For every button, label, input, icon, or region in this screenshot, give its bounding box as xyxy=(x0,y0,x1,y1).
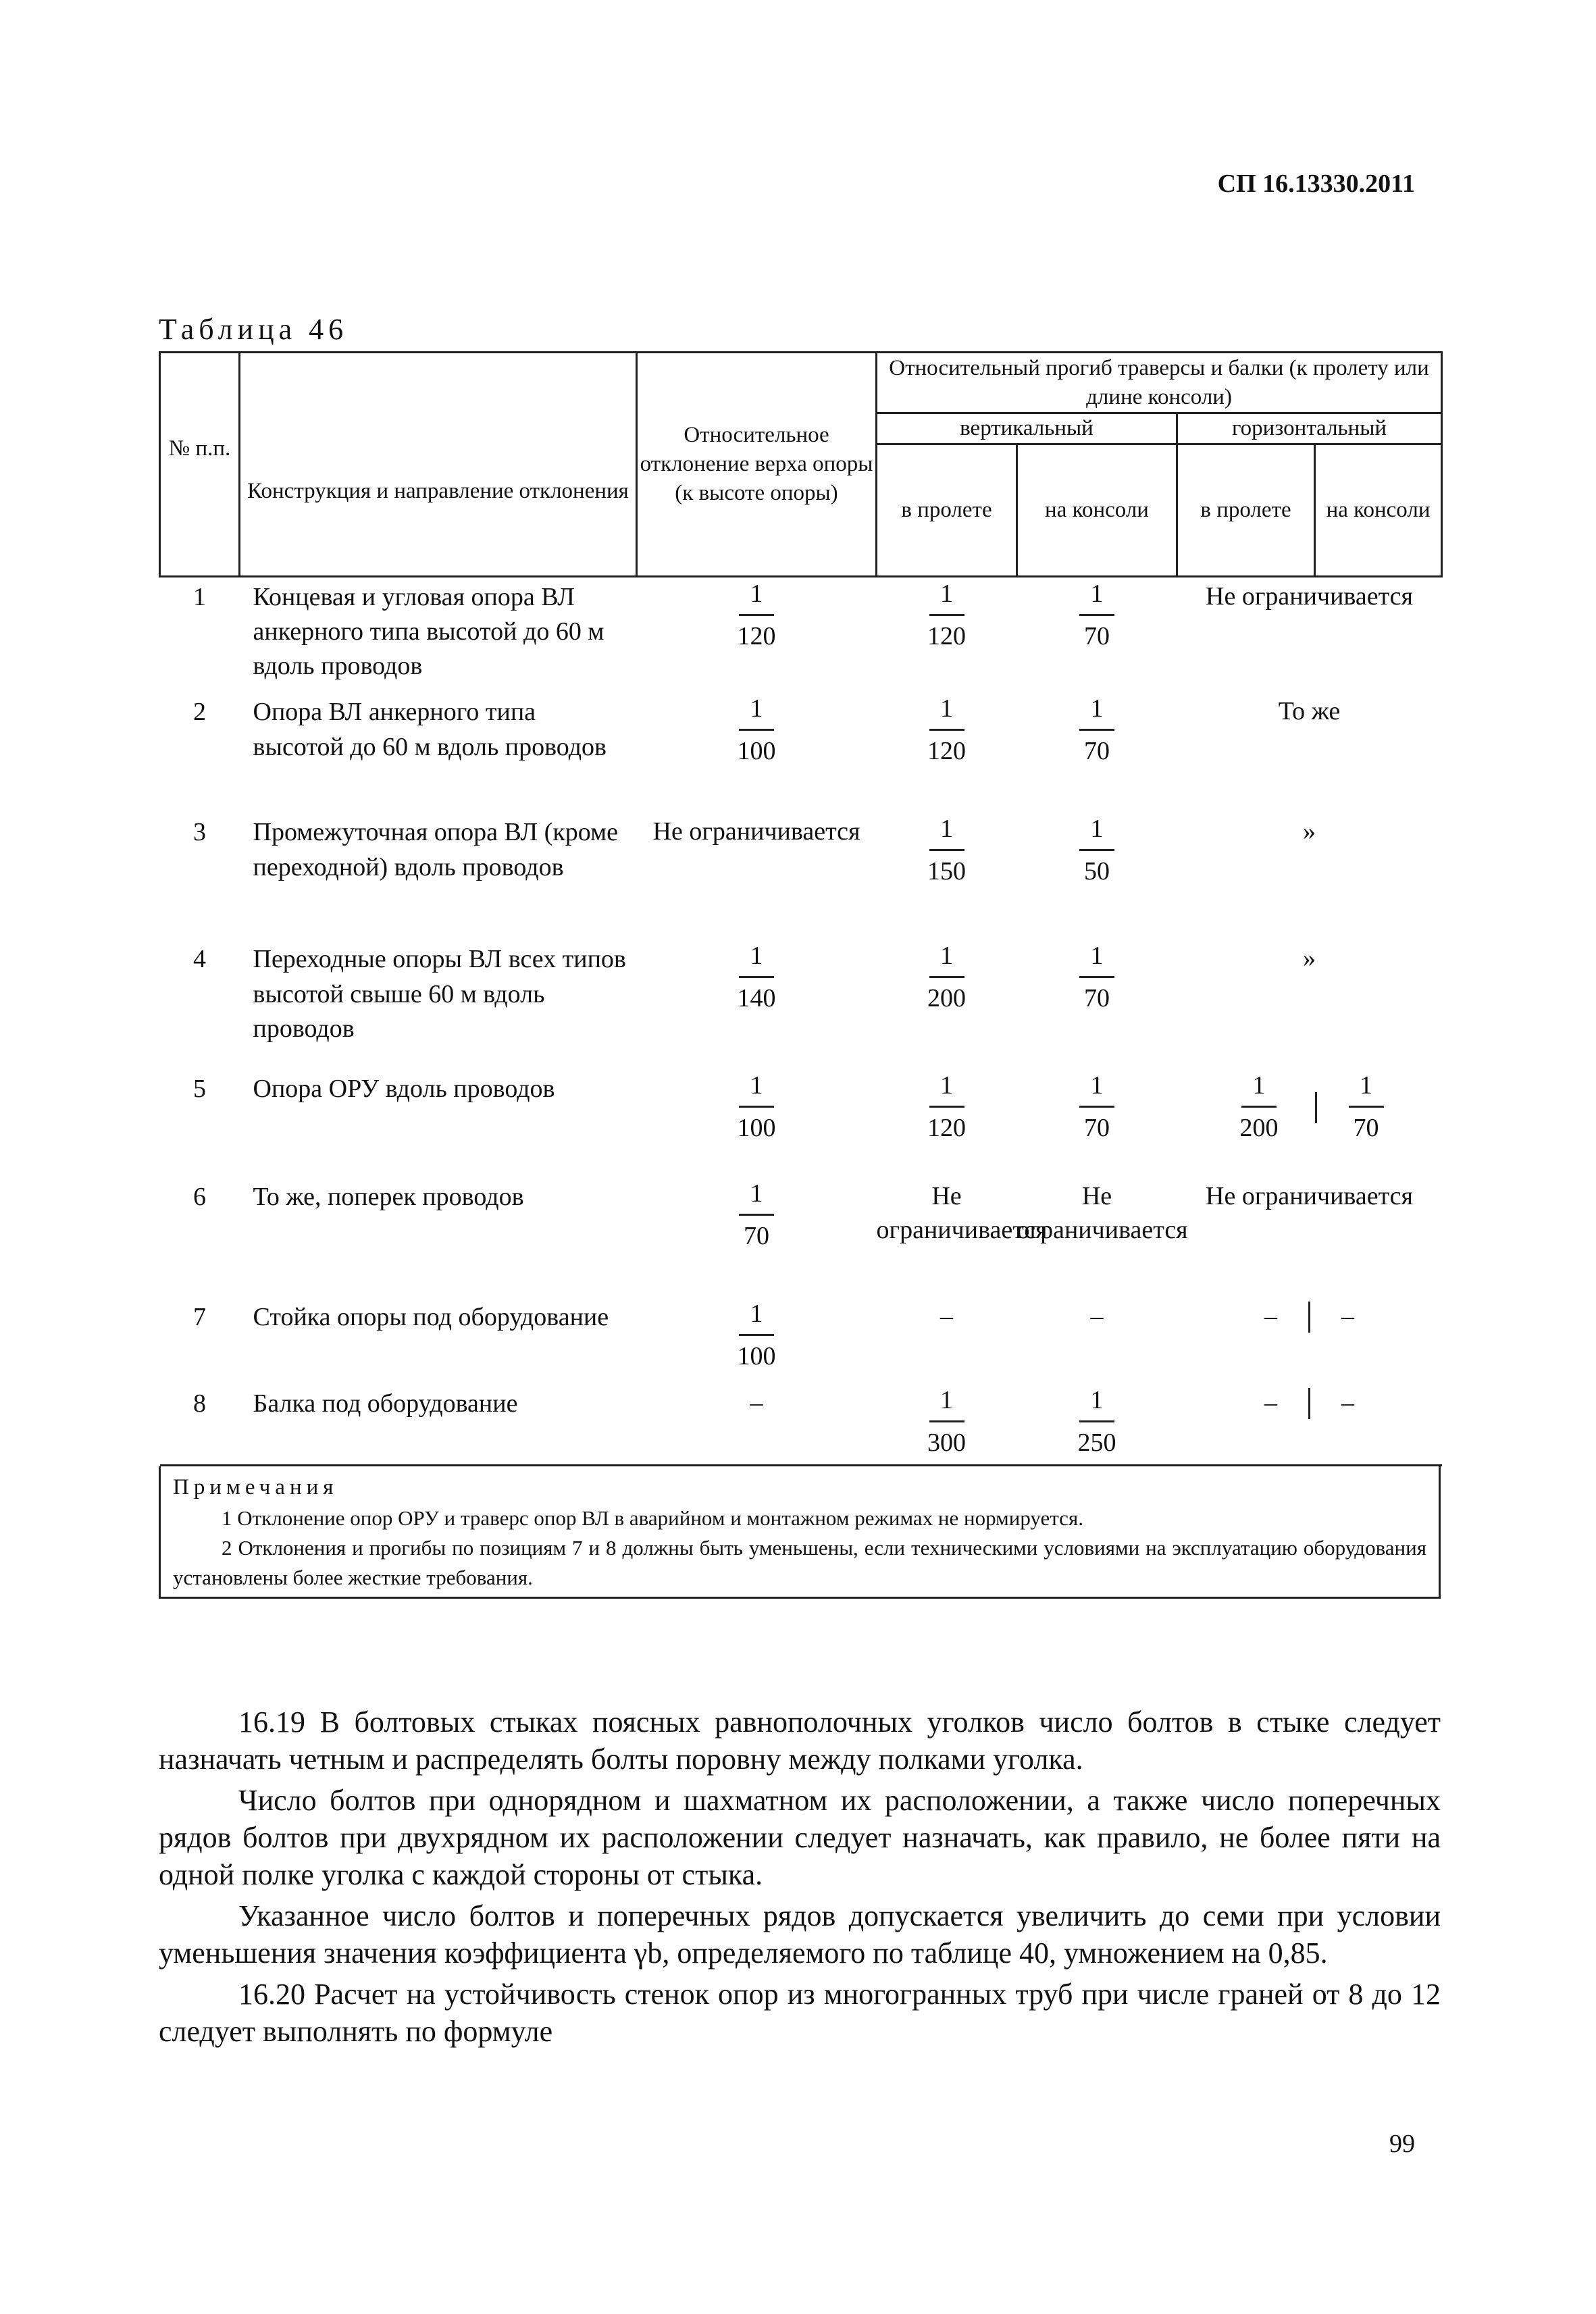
horizontal-text: То же xyxy=(1278,697,1341,726)
row-number: 7 xyxy=(193,1303,206,1332)
fraction-numerator: 1 xyxy=(750,1071,763,1100)
fraction-numerator: 1 xyxy=(750,694,763,723)
horizontal-console-fraction xyxy=(1348,1072,1385,1143)
fraction-denominator: 120 xyxy=(927,1114,966,1143)
horizontal-span-text: – xyxy=(1264,1302,1278,1331)
horizontal-pair xyxy=(1177,1072,1442,1143)
fraction-bar xyxy=(1079,614,1114,616)
fraction-denominator: 70 xyxy=(744,1222,769,1251)
header-horizontal: горизонтальный xyxy=(1177,413,1442,444)
fraction-bar xyxy=(739,729,774,731)
horizontal-span-text: – xyxy=(1264,1389,1278,1418)
horizontal-console-text: – xyxy=(1341,1302,1355,1331)
horizontal-text: Не ограничивается xyxy=(1206,582,1413,611)
fraction-bar xyxy=(739,1214,774,1216)
horizontal-cell xyxy=(1177,1072,1442,1180)
fraction-numerator: 1 xyxy=(1090,1386,1104,1415)
deviation-fraction xyxy=(732,1300,781,1371)
fraction-bar xyxy=(1079,976,1114,978)
support-deviation-cell xyxy=(637,1387,877,1465)
header-horizontal-console: на консоли xyxy=(1315,444,1442,576)
vertical-console-fraction xyxy=(1073,1387,1122,1458)
fraction-bar xyxy=(1241,1106,1277,1108)
separator-bar xyxy=(1308,1388,1310,1419)
notes-title: Примечания xyxy=(173,1474,338,1499)
table-46 xyxy=(159,351,1441,1599)
row-construction: Концевая и угловая опора ВЛ анкерного типа высотой до 60 м вдоль проводов xyxy=(240,576,637,695)
horizontal-text: Не ограничивается xyxy=(1206,1182,1413,1211)
header-beam-deflection: Относительный прогиб траверсы и балки (к пролету или длине консоли) xyxy=(877,353,1442,413)
vertical-console-fraction xyxy=(1079,580,1115,651)
row-construction: Промежуточная опора ВЛ (кроме переходной) вдоль проводов xyxy=(253,818,618,881)
fraction-numerator: 1 xyxy=(750,579,763,608)
table-body xyxy=(160,576,1442,1465)
vertical-span-fraction xyxy=(922,815,971,886)
paragraph-bolts-increase: Указанное число болтов и поперечных рядов допускается увеличить до семи при условии уменьшения значения коэффициента γb, определяемого по таблице 40, умножением на 0,85. xyxy=(159,1899,1441,1970)
horizontal-pair xyxy=(1177,1300,1442,1333)
fraction-numerator: 1 xyxy=(750,1179,763,1208)
vertical-span-cell xyxy=(877,1387,1017,1465)
row-construction: Опора ВЛ анкерного типа высотой до 60 м вдоль проводов xyxy=(253,698,607,761)
fraction-numerator: 1 xyxy=(1090,694,1104,723)
vertical-span-cell xyxy=(877,1072,1017,1180)
fraction-denominator: 100 xyxy=(737,1114,776,1143)
vertical-console-cell xyxy=(1017,1387,1177,1465)
fraction-numerator: 1 xyxy=(940,815,953,844)
fraction-numerator: 1 xyxy=(940,694,953,723)
fraction-numerator: 1 xyxy=(940,1071,953,1100)
fraction-bar xyxy=(739,1106,774,1108)
fraction-denominator: 50 xyxy=(1084,857,1110,886)
table-row xyxy=(160,1300,1442,1387)
fraction-bar xyxy=(929,1106,964,1108)
deviation-fraction xyxy=(732,695,781,766)
page-number: 99 xyxy=(1389,2130,1415,2158)
horizontal-text: » xyxy=(1303,817,1316,846)
deviation-table xyxy=(159,351,1443,1466)
fraction-numerator: 1 xyxy=(1090,1071,1104,1100)
vertical-console-cell xyxy=(1017,1300,1177,1387)
horizontal-text: » xyxy=(1303,944,1316,973)
support-deviation-cell xyxy=(637,1300,877,1387)
fraction-bar xyxy=(1079,729,1114,731)
vertical-span-cell xyxy=(877,695,1017,815)
support-deviation-cell xyxy=(637,1180,877,1300)
fraction-denominator: 70 xyxy=(1084,737,1110,766)
horizontal-cell xyxy=(1177,942,1442,1072)
fraction-denominator: 200 xyxy=(927,984,966,1013)
row-construction: Балка под оборудование xyxy=(240,1387,637,1465)
vertical-console-cell xyxy=(1017,815,1177,942)
vertical-span-fraction xyxy=(922,580,971,651)
fraction-numerator: 1 xyxy=(1090,815,1104,844)
note-1: 1 Отклонение опор ОРУ и траверс опор ВЛ в аварийном и монтажном режимах не нормируется. xyxy=(222,1506,1083,1530)
fraction-bar xyxy=(739,614,774,616)
deviation-text: – xyxy=(750,1389,763,1418)
table-row xyxy=(160,695,1442,815)
horizontal-cell xyxy=(1177,1387,1442,1465)
note-2: 2 Отклонения и прогибы по позициям 7 и 8 должны быть уменьшены, если техническими условиями на эксплуатацию оборудования установлены более жесткие требования. xyxy=(173,1535,1426,1589)
fraction-numerator: 1 xyxy=(1360,1071,1373,1100)
row-construction: Опора ОРУ вдоль проводов xyxy=(253,1075,555,1104)
vertical-console-text: Не ограничивается xyxy=(1016,1182,1188,1244)
vertical-console-text: – xyxy=(1090,1302,1104,1331)
fraction-numerator: 1 xyxy=(940,1386,953,1415)
row-number: 1 xyxy=(160,576,240,695)
paragraph-16-20: 16.20 Расчет на устойчивость стенок опор из многогранных труб при числе граней от 8 до 12 следует выполнять по формуле xyxy=(159,1978,1441,2048)
fraction-numerator: 1 xyxy=(1090,942,1104,971)
table-notes xyxy=(159,1466,1441,1599)
fraction-bar xyxy=(1349,1106,1384,1108)
paragraph-16-19: 16.19 В болтовых стыках поясных равнополочных уголков число болтов в стыке следует назначать четным и распределять болты поровну между полками уголка. xyxy=(159,1705,1441,1776)
support-deviation-cell xyxy=(637,695,877,815)
fraction-denominator: 140 xyxy=(737,984,776,1013)
fraction-numerator: 1 xyxy=(750,1300,763,1329)
fraction-denominator: 70 xyxy=(1084,1114,1110,1143)
vertical-console-cell xyxy=(1017,576,1177,695)
vertical-console-cell xyxy=(1017,1072,1177,1180)
fraction-denominator: 100 xyxy=(737,737,776,766)
separator-bar xyxy=(1308,1302,1310,1333)
row-number: 6 xyxy=(193,1183,206,1212)
fraction-bar xyxy=(929,729,964,731)
fraction-denominator: 100 xyxy=(737,1342,776,1371)
deviation-text: Не ограничивается xyxy=(652,817,860,846)
deviation-fraction xyxy=(732,580,781,651)
fraction-denominator: 250 xyxy=(1077,1429,1116,1458)
header-vertical: вертикальный xyxy=(877,413,1177,444)
table-row xyxy=(160,576,1442,695)
header-horizontal-span: в пролете xyxy=(1177,444,1315,576)
fraction-denominator: 120 xyxy=(927,621,966,650)
fraction-bar xyxy=(929,1420,964,1422)
paragraph-bolts-count: Число болтов при однорядном и шахматном их расположении, а также число поперечных рядов болтов при двухрядном их расположении следует назначать, как правило, не более пяти на одной полке уголка с каждой стороны от стыка. xyxy=(159,1784,1441,1891)
horizontal-cell xyxy=(1177,695,1442,815)
vertical-span-cell xyxy=(877,1300,1017,1387)
fraction-numerator: 1 xyxy=(1252,1071,1266,1100)
fraction-bar xyxy=(929,614,964,616)
table-row xyxy=(160,1072,1442,1180)
document-code: СП 16.13330.2011 xyxy=(1217,170,1415,198)
row-number: 8 xyxy=(160,1387,240,1465)
vertical-console-fraction xyxy=(1079,942,1115,1013)
deviation-fraction xyxy=(732,1072,781,1143)
fraction-numerator: 1 xyxy=(940,942,953,971)
header-construction: Конструкция и направление отклонения xyxy=(240,353,637,577)
vertical-span-cell xyxy=(877,942,1017,1072)
separator-bar xyxy=(1315,1092,1317,1123)
vertical-span-fraction xyxy=(922,1072,971,1143)
vertical-console-cell xyxy=(1017,695,1177,815)
table-row xyxy=(160,1387,1442,1465)
fraction-denominator: 120 xyxy=(737,621,776,650)
header-vertical-span: в пролете xyxy=(877,444,1017,576)
fraction-denominator: 200 xyxy=(1239,1114,1279,1143)
table-row xyxy=(160,1180,1442,1300)
row-number: 2 xyxy=(193,698,206,727)
support-deviation-cell xyxy=(637,576,877,695)
table-row xyxy=(160,942,1442,1072)
fraction-bar xyxy=(1079,1106,1114,1108)
vertical-span-cell xyxy=(877,576,1017,695)
row-construction: Переходные опоры ВЛ всех типов высотой свыше 60 м вдоль проводов xyxy=(253,945,626,1043)
header-number: № п.п. xyxy=(160,353,240,577)
fraction-denominator: 120 xyxy=(927,737,966,766)
fraction-denominator: 70 xyxy=(1084,984,1110,1013)
vertical-span-text: Не ограничивается xyxy=(876,1182,1048,1244)
horizontal-cell xyxy=(1177,1180,1442,1300)
fraction-numerator: 1 xyxy=(940,579,953,608)
vertical-console-fraction xyxy=(1079,695,1115,766)
vertical-span-fraction xyxy=(922,695,971,766)
row-construction: Стойка опоры под оборудование xyxy=(253,1303,609,1332)
header-support-deviation: Относительное отклонение верха опоры (к высоте опоры) xyxy=(637,353,877,577)
vertical-console-fraction xyxy=(1079,1072,1115,1143)
vertical-span-text: – xyxy=(940,1302,953,1331)
fraction-denominator: 300 xyxy=(927,1429,966,1458)
support-deviation-cell xyxy=(637,1072,877,1180)
row-number: 3 xyxy=(193,818,206,847)
fraction-numerator: 1 xyxy=(1090,579,1104,608)
fraction-denominator: 70 xyxy=(1353,1114,1379,1143)
row-construction: То же, поперек проводов xyxy=(253,1183,524,1212)
vertical-console-cell xyxy=(1016,1180,1188,1300)
vertical-span-cell xyxy=(877,815,1017,942)
horizontal-cell xyxy=(1177,1300,1442,1387)
fraction-bar xyxy=(1079,849,1114,851)
deviation-fraction xyxy=(738,1180,775,1251)
fraction-denominator: 150 xyxy=(927,857,966,886)
horizontal-console-text: – xyxy=(1341,1389,1355,1418)
vertical-span-fraction xyxy=(922,1387,971,1458)
table-caption: Таблица 46 xyxy=(159,313,349,346)
horizontal-cell xyxy=(1177,576,1442,695)
deviation-fraction xyxy=(732,942,781,1013)
vertical-span-fraction xyxy=(922,942,971,1013)
horizontal-span-fraction xyxy=(1235,1072,1284,1143)
table-row xyxy=(160,815,1442,942)
header-vertical-console: на консоли xyxy=(1017,444,1177,576)
horizontal-cell xyxy=(1177,815,1442,942)
fraction-numerator: 1 xyxy=(750,942,763,971)
fraction-denominator: 70 xyxy=(1084,621,1110,650)
vertical-span-cell xyxy=(876,1180,1048,1300)
fraction-bar xyxy=(739,976,774,978)
support-deviation-cell xyxy=(637,815,877,942)
fraction-bar xyxy=(739,1334,774,1336)
vertical-console-fraction xyxy=(1079,815,1115,886)
fraction-bar xyxy=(1079,1420,1114,1422)
row-number: 5 xyxy=(193,1075,206,1104)
support-deviation-cell xyxy=(637,942,877,1072)
vertical-console-cell xyxy=(1017,942,1177,1072)
body-text xyxy=(159,1703,1441,2054)
row-number: 4 xyxy=(193,945,206,974)
fraction-bar xyxy=(929,976,964,978)
fraction-bar xyxy=(929,849,964,851)
horizontal-pair xyxy=(1177,1387,1442,1420)
